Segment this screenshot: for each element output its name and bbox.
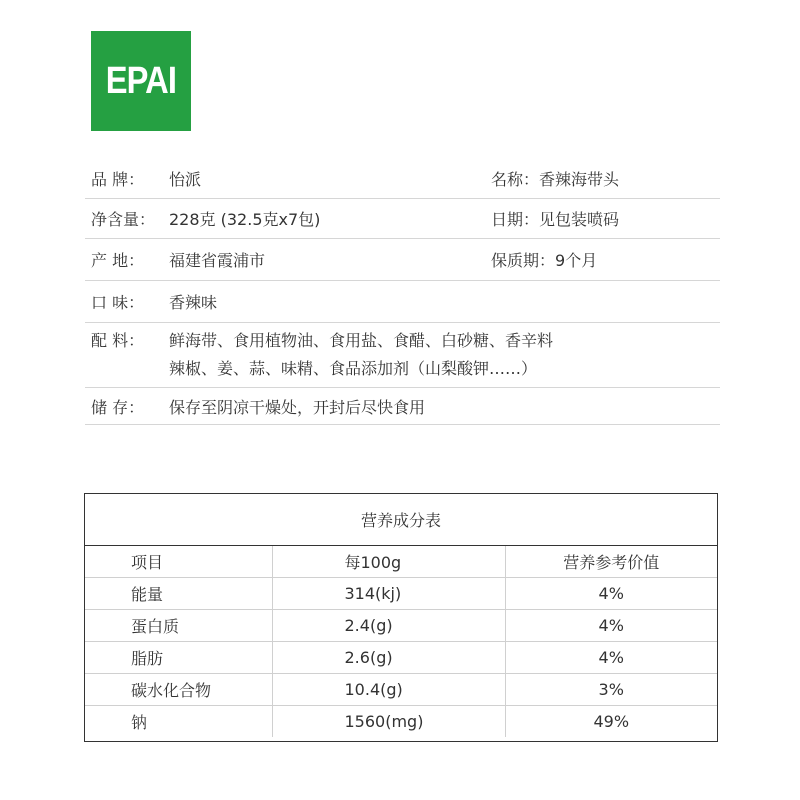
product-info [85,158,720,425]
nutrient-nrv: 3% [505,674,717,706]
brand-label: 品 牌： [91,169,145,189]
header-per-100g: 每100g [272,546,505,578]
nutrition-title: 营养成分表 [85,494,717,546]
name-label: 名称： [491,169,540,189]
nutrition-row [85,706,717,738]
name-value: 香辣海带头 [539,169,620,189]
info-row-ingredients [85,323,720,388]
ingredients-label: 配 料： [91,331,145,350]
header-item: 项目 [85,546,272,578]
ingredients-line-2: 辣椒、姜、蒜、味精、食品添加剂（山梨酸钾……） [169,359,538,378]
nutrition-header-row [85,546,717,578]
brand-logo [91,31,191,131]
header-nrv: 营养参考价值 [505,546,717,578]
nutrient-name: 碳水化合物 [85,674,272,706]
info-row-flavor [85,281,720,323]
date-label: 日期： [491,210,540,229]
nutrition-row [85,674,717,706]
nutrient-nrv: 49% [593,712,630,731]
info-row-net-content [85,199,720,239]
net-content-label: 净含量： [91,210,156,229]
origin-value: 福建省霞浦市 [169,251,266,270]
nutrient-amount: 2.6(g) [272,642,505,674]
origin-label: 产 地： [91,251,145,270]
shelf-life-value: 9个月 [555,251,598,270]
brand-value: 怡派 [169,169,202,189]
nutrient-amount: 10.4(g) [272,674,505,706]
flavor-value: 香辣味 [169,293,218,312]
nutrient-name: 能量 [85,578,272,610]
nutrient-amount: 314(kj) [272,578,505,610]
net-content-value: 228克 (32.5克x7包) [169,210,321,229]
nutrition-grid [85,546,717,737]
date-value: 见包装喷码 [539,210,620,229]
nutrient-nrv: 4% [505,642,717,674]
nutrition-row [85,610,717,642]
flavor-label: 口 味： [91,293,145,312]
nutrient-name: 钠 [85,706,272,738]
nutrient-amount: 2.4(g) [272,610,505,642]
brand-logo-text: EPAI [105,59,177,102]
storage-label: 储 存： [91,397,145,417]
storage-value: 保存至阴凉干燥处，开封后尽快食用 [169,397,426,417]
nutrient-name: 蛋白质 [85,610,272,642]
info-row-origin [85,239,720,281]
ingredients-line-1: 鲜海带、食用植物油、食用盐、食醋、白砂糖、香辛料 [169,331,554,350]
nutrition-table [84,493,718,742]
nutrient-amount: 1560(mg) [272,706,505,738]
info-row-storage [85,388,720,425]
nutrition-row [85,642,717,674]
nutrient-nrv: 4% [505,578,717,610]
nutrition-row [85,578,717,610]
nutrient-name: 脂肪 [85,642,272,674]
info-row-brand [85,158,720,199]
shelf-life-label: 保质期： [491,251,556,270]
nutrient-nrv: 4% [505,610,717,642]
